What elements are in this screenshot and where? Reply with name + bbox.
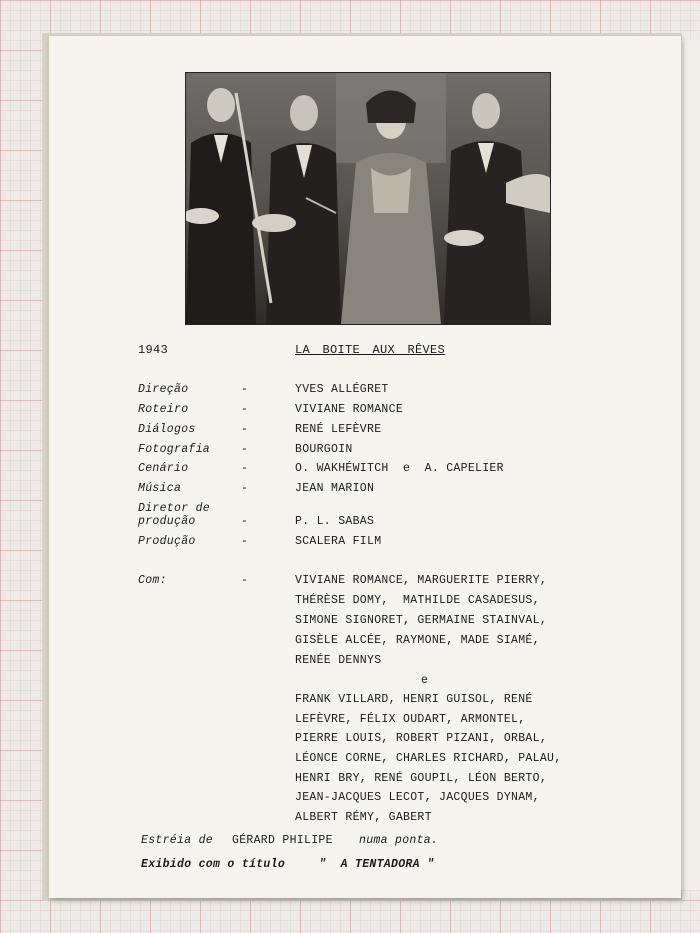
document-page [48,36,681,898]
credit-label-producao: Produção [138,535,196,548]
credit-value-dialogos: RENÉ LEFÈVRE [295,423,382,436]
cast-line: RENÉE DENNYS [295,654,382,667]
credit-dash: - [241,535,249,548]
film-year: 1943 [138,343,169,357]
credit-label-diretor: Diretor de [138,502,211,515]
credit-value-musica: JEAN MARION [295,482,375,495]
debut-prefix: Estréia de [141,834,214,847]
credit-label-dialogos: Diálogos [138,423,196,436]
credit-value-cenario: O. WAKHÉWITCH e A. CAPELIER [295,462,504,475]
debut-suffix: numa ponta. [359,834,439,847]
credit-dash: - [241,443,249,456]
credit-value-producao: SCALERA FILM [295,535,382,548]
film-still-image [186,73,550,324]
film-still-photo [185,72,551,325]
credit-value-diretor-producao: P. L. SABAS [295,515,375,528]
cast-line: PIERRE LOUIS, ROBERT PIZANI, ORBAL, [295,732,548,745]
cast-line: GISÈLE ALCÉE, RAYMONE, MADE SIAMÉ, [295,634,540,647]
debut-name: GÉRARD PHILIPE [232,834,333,847]
cast-dash: - [241,574,249,587]
cast-line: HENRI BRY, RENÉ GOUPIL, LÉON BERTO, [295,772,548,785]
cast-line: JEAN-JACQUES LECOT, JACQUES DYNAM, [295,791,540,804]
credit-label-musica: Música [138,482,182,495]
cast-label: Com: [138,574,167,587]
cast-line: FRANK VILLARD, HENRI GUISOL, RENÉ [295,693,533,706]
credit-dash: - [241,423,249,436]
credit-value-fotografia: BOURGOIN [295,443,353,456]
credit-dash: - [241,383,249,396]
credit-value-roteiro: VIVIANE ROMANCE [295,403,404,416]
credit-label-roteiro: Roteiro [138,403,189,416]
credit-dash: - [241,403,249,416]
cast-line: SIMONE SIGNORET, GERMAINE STAINVAL, [295,614,548,627]
cast-conjunction: e [421,674,429,687]
cast-line: LEFÈVRE, FÉLIX OUDART, ARMONTEL, [295,713,526,726]
credit-value-direcao: YVES ALLÉGRET [295,383,389,396]
film-title: LA BOITE AUX RÊVES [295,343,446,357]
cast-line: THÉRÈSE DOMY, MATHILDE CASADESUS, [295,594,540,607]
shown-title: " A TENTADORA " [319,858,435,871]
credit-dash: - [241,462,249,475]
shown-prefix: Exibido com o título [141,858,286,871]
credit-label-cenario: Cenário [138,462,189,475]
cast-line: ALBERT RÉMY, GABERT [295,811,432,824]
credit-label-producao-line2: produção [138,515,196,528]
credit-dash: - [241,515,249,528]
credit-label-direcao: Direção [138,383,189,396]
credit-label-fotografia: Fotografia [138,443,211,456]
cast-line: LÉONCE CORNE, CHARLES RICHARD, PALAU, [295,752,562,765]
credit-dash: - [241,482,249,495]
cast-line: VIVIANE ROMANCE, MARGUERITE PIERRY, [295,574,548,587]
